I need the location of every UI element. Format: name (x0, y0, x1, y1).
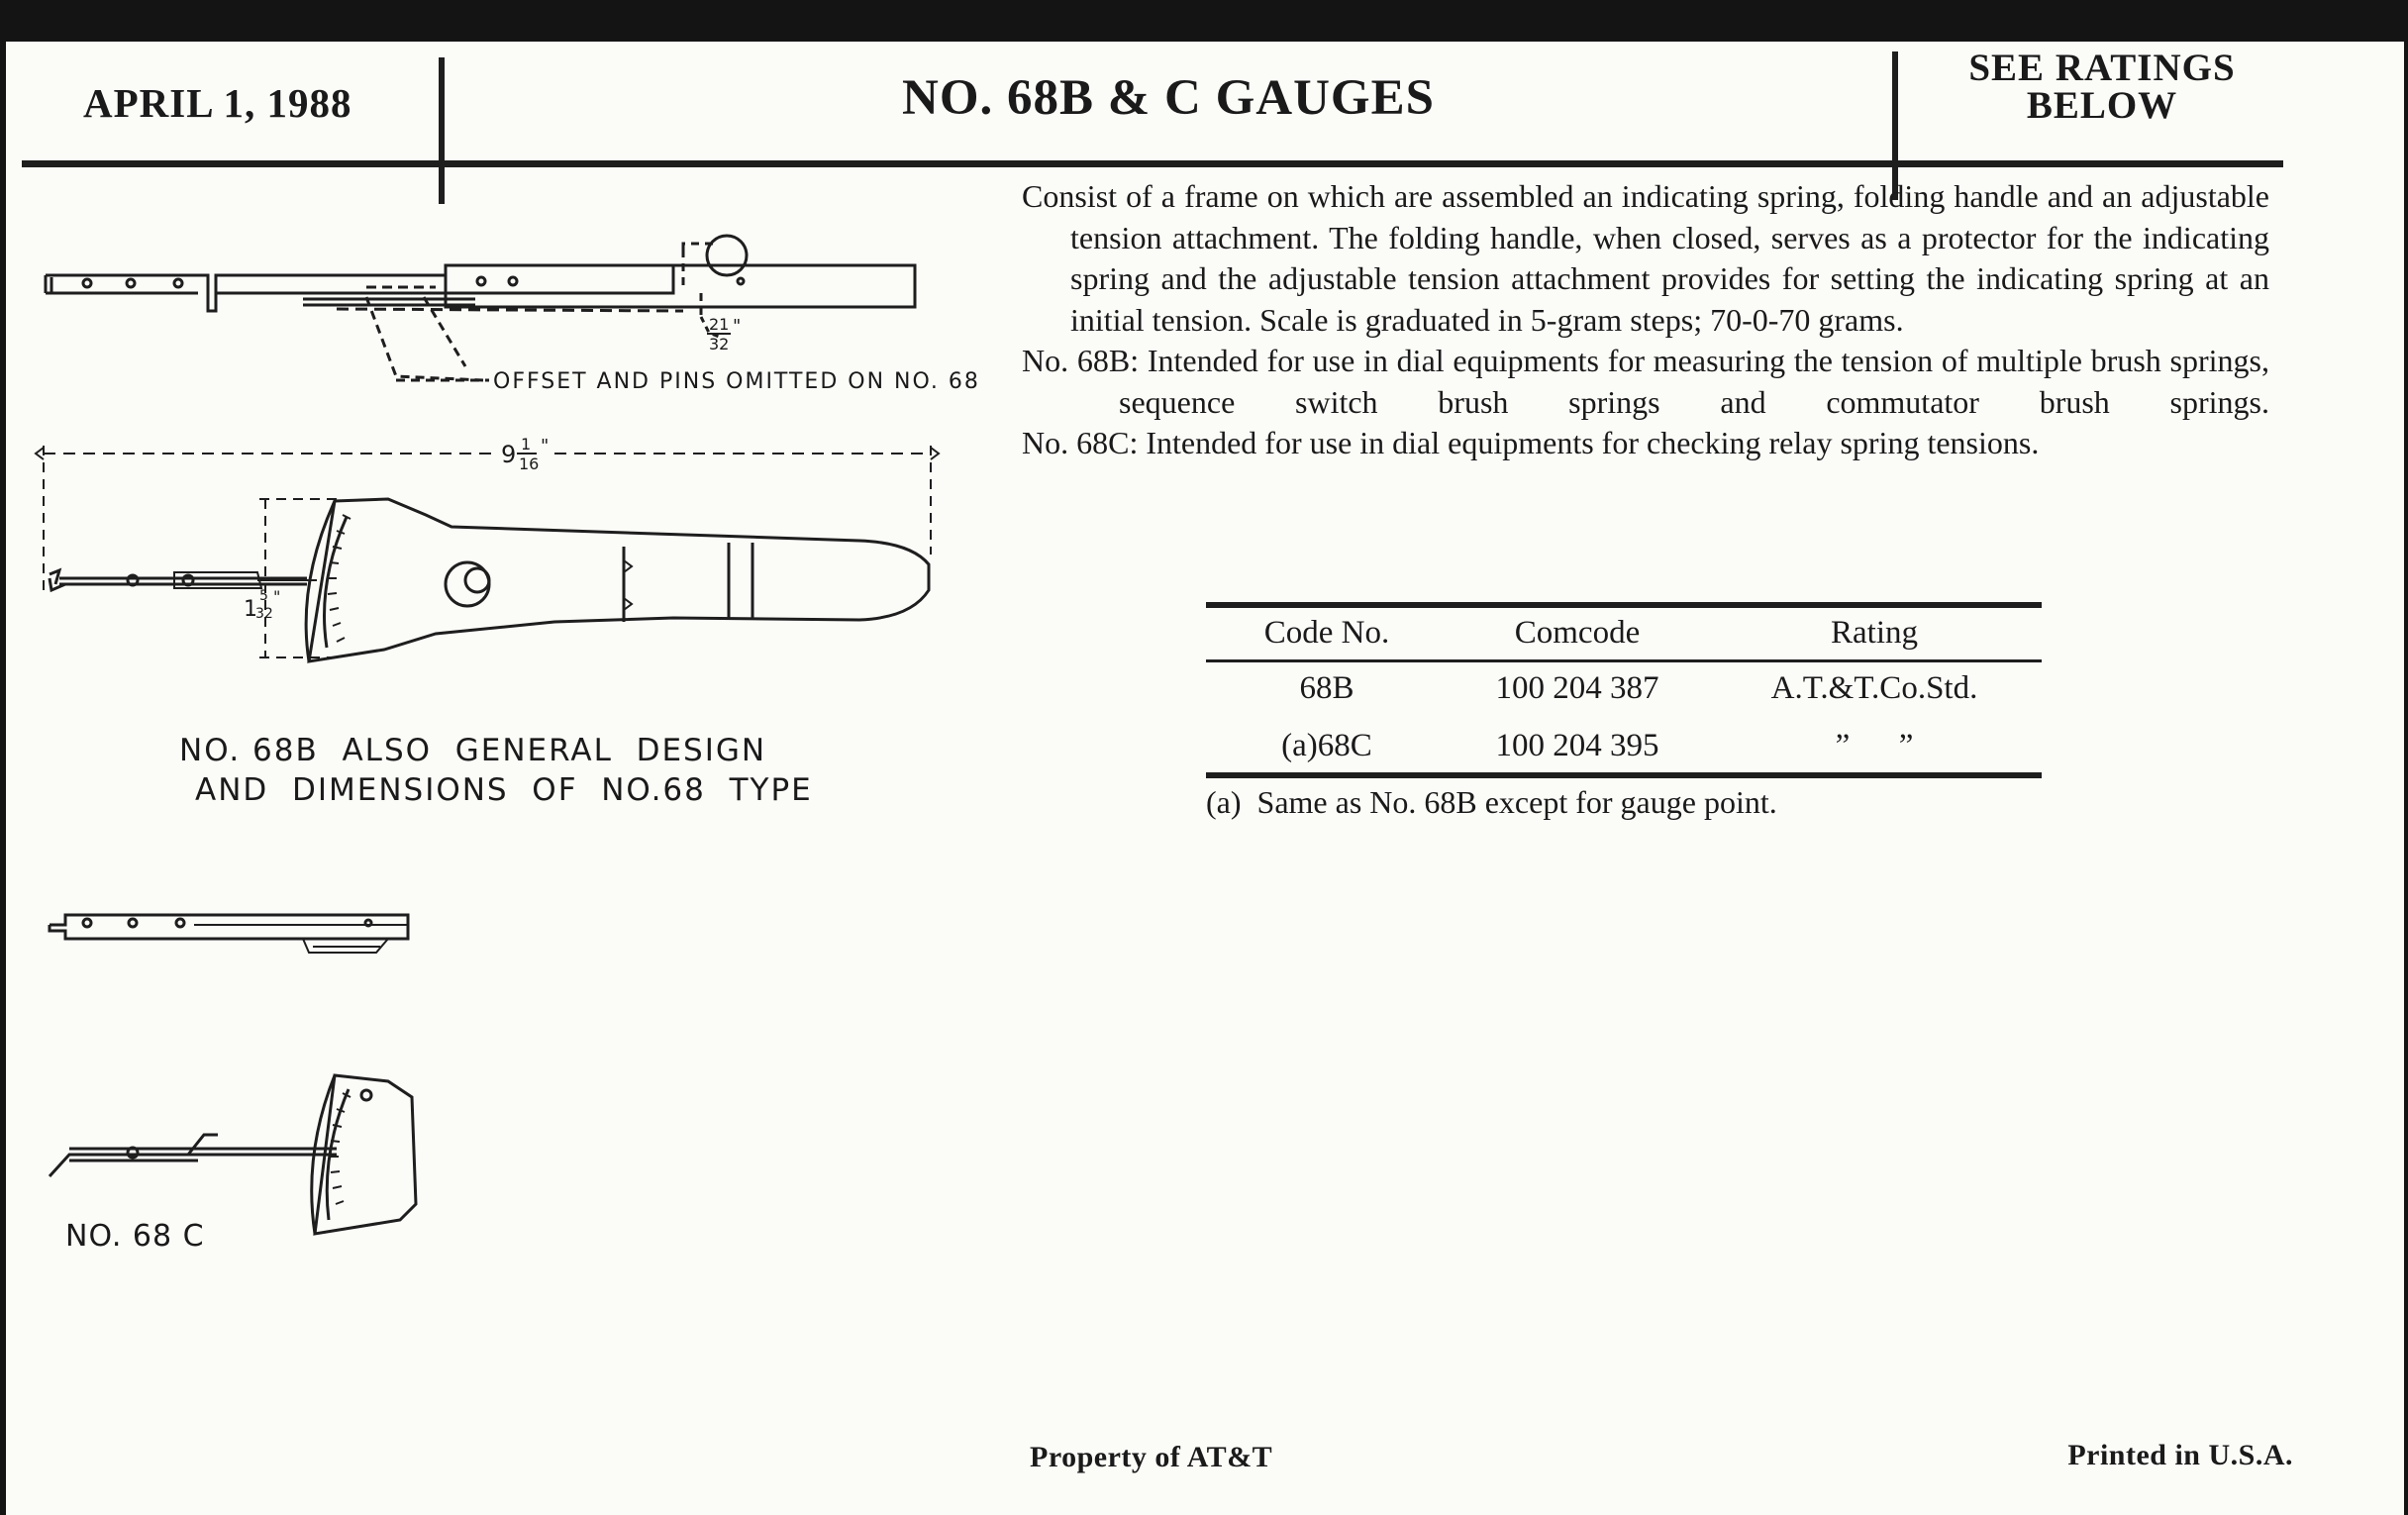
ratings-note-line-2: BELOW (2026, 84, 2178, 127)
dim-21-32-mark: " (733, 316, 742, 337)
dim-height-mark: " (273, 587, 281, 606)
dim-height-denominator: 32 (255, 606, 273, 622)
drawing-caption-line-2: AND DIMENSIONS OF NO.68 TYPE (195, 772, 813, 808)
header-rating: Rating (1831, 614, 1918, 651)
dim-height-whole: 1 (244, 597, 257, 622)
no-68c-caption: NO. 68 C (65, 1219, 205, 1254)
issue-date: APRIL 1, 1988 (83, 80, 352, 126)
rating-cell: ” ” (1835, 727, 1914, 763)
dim-length-whole: 9 (501, 441, 517, 468)
header-code-no: Code No. (1263, 614, 1390, 651)
comcode-cell: 100 204 395 (1495, 727, 1659, 763)
side-view-drawing (46, 236, 915, 380)
description-68c: No. 68C: Intended for use in dial equipments for checking relay spring tensions. (1022, 425, 2040, 460)
dim-length-numerator: 1 (521, 435, 532, 454)
top-view-drawing (36, 446, 939, 661)
dim-length-mark: " (541, 436, 550, 456)
footer-printed: Printed in U.S.A. (2067, 1439, 2293, 1471)
dim-height-numerator: 5 (259, 588, 268, 604)
dim-length-denominator: 16 (519, 454, 540, 473)
dim-21-32-denominator: 32 (709, 335, 730, 354)
page-title: NO. 68B & C GAUGES (902, 70, 1435, 126)
offset-pins-label: OFFSET AND PINS OMITTED ON NO. 68 (493, 369, 980, 394)
side-view-small-drawing (50, 915, 408, 953)
description-68b: No. 68B: Intended for use in dial equipments for measuring the tension of multiple brush springs, sequence switch brush springs and commutator brush springs. (1022, 343, 2269, 420)
header-comcode: Comcode (1514, 614, 1641, 651)
footer-property: Property of AT&T (1030, 1441, 1273, 1473)
description-paragraph: Consist of a frame on which are assembled an indicating spring, folding handle and an adjustable tension attachment. The folding handle, when closed, serves as a protector for the indicating spring and the adjustable tension attachment provides for setting the indicating spring at an initial tension. Scale is graduated in 5-gram steps; 70-0-70 grams. (1022, 178, 2269, 338)
code-cell: 68B (1299, 669, 1354, 706)
drawing-caption-line-1: NO. 68B ALSO GENERAL DESIGN (179, 733, 767, 768)
dim-21-32-numerator: 21 (709, 315, 730, 334)
no-68c-drawing (50, 1075, 416, 1234)
code-cell: (a)68C (1281, 727, 1372, 763)
ratings-note-line-1: SEE RATINGS (1968, 47, 2236, 89)
rating-cell: A.T.&T.Co.Std. (1770, 669, 1978, 706)
table-footnote: (a) Same as No. 68B except for gauge point. (1206, 784, 1777, 820)
comcode-cell: 100 204 387 (1495, 669, 1659, 706)
